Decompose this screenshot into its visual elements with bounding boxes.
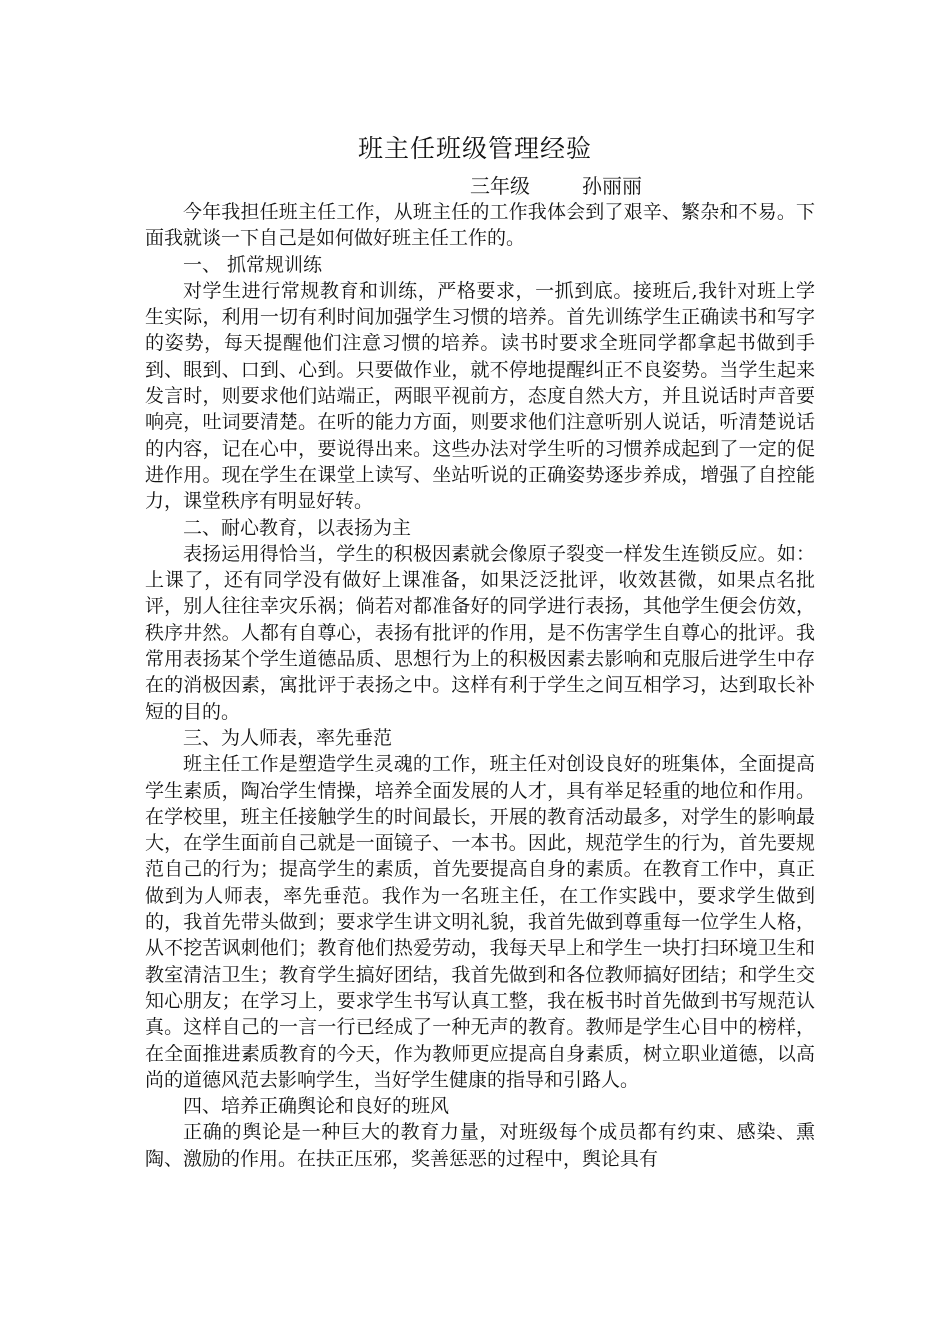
section-paragraph: 班主任工作是塑造学生灵魂的工作，班主任对创设良好的班集体，全面提高学生素质，陶冶学生情操，培养全面发展的人才，具有举足轻重的地位和作用。在学校里，班主任接触学生的时间最长，开展的教育活动最多，对学生的影响最大，在学生面前自己就是一面镜子、一本书。因此，规范学生的行为，首先要规范自己的行为；提高学生的素质，首先要提高自身的素质。在教育工作中，真正做到为人师表，率先垂范。我作为一名班主任，在工作实践中，要求学生做到的，我首先带头做到；要求学生讲文明礼貌，我首先做到尊重每一位学生人格，从不挖苦讽刺他们；教育他们热爱劳动，我每天早上和学生一块打扫环境卫生和教室清洁卫生；教育学生搞好团结，我首先做到和各位教师搞好团结；和学生交知心朋友；在学习上，要求学生书写认真工整，我在板书时首先做到书写规范认真。这样自己的一言一行已经成了一种无声的教育。教师是学生心目中的榜样，在全面推进素质教育的今天，作为教师更应提高自身素质，树立职业道德，以高尚的道德风范去影响学生，当好学生健康的指导和引路人。 [145, 753, 815, 1091]
grade-label: 三年级 [470, 174, 530, 198]
intro-paragraph: 今年我担任班主任工作，从班主任的工作我体会到了艰辛、繁杂和不易。下面我就谈一下自己是如何做好班主任工作的。 [145, 201, 815, 250]
document-body [145, 199, 815, 1172]
section-heading: 四、培养正确舆论和良好的班风 [183, 1095, 450, 1118]
section-paragraph: 表扬运用得恰当，学生的积极因素就会像原子裂变一样发生连锁反应。如：上课了，还有同学没有做好上课准备，如果泛泛批评，收效甚微，如果点名批评，别人往往幸灾乐祸；倘若对都准备好的同学进行表扬，其他学生便会仿效，秩序井然。人都有自尊心，表扬有批评的作用，是不伤害学生自尊心的批评。我常用表扬某个学生道德品质、思想行为上的积极因素去影响和克服后进学生中存在的消极因素，寓批评于表扬之中。这样有利于学生之间互相学习，达到取长补短的目的。 [145, 542, 815, 723]
section-heading: 三、为人师表，率先垂范 [183, 726, 393, 749]
document-title: 班主任班级管理经验 [357, 134, 592, 163]
section-paragraph: 对学生进行常规教育和训练，严格要求，一抓到底。接班后,我针对班上学生实际，利用一切有利时间加强学生习惯的培养。首先训练学生正确读书和写字的姿势，每天提醒他们注意习惯的培养。读书时要求全班同学都拿起书做到手到、眼到、口到、心到。只要做作业，就不停地提醒纠正不良姿势。当学生起来发言时，则要求他们站端正，两眼平视前方，态度自然大方，并且说话时声音要响亮，吐词要清楚。在听的能力方面，则要求他们注意听别人说话，听清楚说话的内容，记在心中，要说得出来。这些办法对学生听的习惯养成起到了一定的促进作用。现在学生在课堂上读写、坐站听说的正确姿势逐步养成，增强了自控能力，课堂秩序有明显好转。 [145, 279, 815, 513]
section-heading: 一、 抓常规训练 [183, 253, 323, 276]
byline [470, 173, 642, 199]
section-paragraph: 正确的舆论是一种巨大的教育力量，对班级每个成员都有约束、感染、熏陶、激励的作用。在扶正压邪，奖善惩恶的过程中，舆论具有 [145, 1121, 815, 1170]
author-name: 孙丽丽 [582, 174, 642, 198]
section-heading: 二、耐心教育，以表扬为主 [183, 516, 412, 539]
